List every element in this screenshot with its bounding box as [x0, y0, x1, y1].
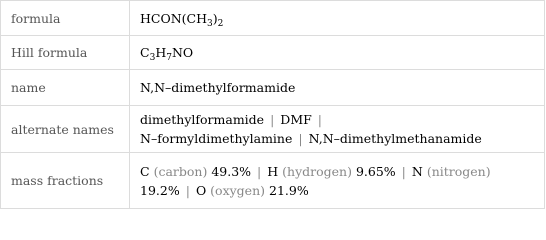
formula-part: )	[212, 10, 218, 26]
formula-subscript: 3	[207, 18, 213, 29]
formula-part: HCON(CH	[140, 10, 207, 26]
formula-label: formula	[1, 1, 130, 36]
name-row	[1, 70, 545, 106]
alternate-names-label: alternate names	[1, 106, 130, 153]
alternate-names-value	[130, 106, 545, 153]
hill-subscript: 3	[149, 53, 156, 63]
formula-row	[1, 1, 545, 36]
mass-fractions-label: mass fractions	[1, 153, 130, 209]
separator: |	[185, 182, 190, 198]
mass-fractions-value	[130, 153, 545, 209]
alternate-name: dimethylformamide	[140, 112, 265, 127]
mass-fraction-item: N (nitrogen) 19.2%	[140, 163, 491, 198]
mass-fraction-item: C (carbon) 49.3%	[140, 163, 252, 179]
hill-subscript: 7	[166, 53, 172, 63]
separator: |	[257, 163, 262, 179]
alternate-name: N–formyldimethylamine	[140, 131, 293, 146]
hill-formula-row	[1, 36, 545, 70]
separator: |	[317, 112, 323, 127]
separator: |	[270, 112, 275, 127]
formula-subscript: 2	[217, 18, 224, 29]
alternate-names-row	[1, 106, 545, 153]
alternate-name: N,N–dimethylmethanamide	[308, 131, 482, 146]
separator: |	[401, 163, 406, 179]
hill-formula-value	[130, 36, 545, 70]
separator: |	[298, 131, 303, 146]
formula-value	[130, 1, 545, 36]
name-value: N,N–dimethylformamide	[130, 70, 545, 106]
name-label: name	[1, 70, 130, 106]
mass-fractions-row	[1, 153, 545, 209]
hill-part: H	[155, 45, 167, 60]
mass-fraction-item: H (hydrogen) 9.65%	[267, 163, 396, 179]
hill-formula-label: Hill formula	[1, 36, 130, 70]
mass-fraction-item: O (oxygen) 21.9%	[195, 182, 309, 198]
hill-part: C	[140, 45, 150, 60]
alternate-name: DMF	[280, 112, 312, 127]
hill-part: NO	[171, 45, 194, 60]
